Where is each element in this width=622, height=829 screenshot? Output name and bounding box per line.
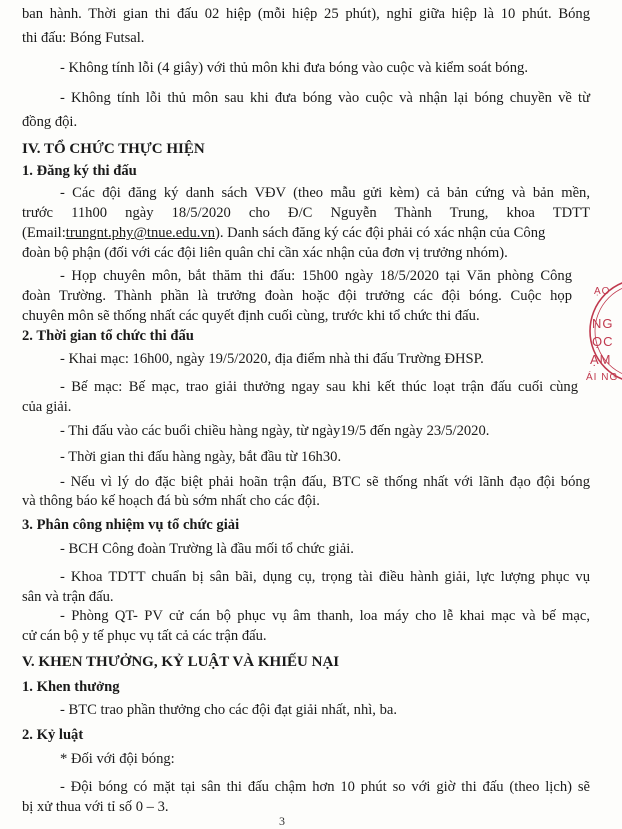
paragraph-line: ban hành. Thời gian thi đấu 02 hiệp (mỗi hiệp 25 phút), nghỉ giữa hiệp là 10 phút. Bóng [22, 6, 590, 22]
bullet-line: - Khai mạc: 16h00, ngày 19/5/2020, địa điểm nhà thi đấu Trường ĐHSP. [60, 351, 484, 367]
paragraph-line: đoàn bộ phận (đối với các đội liên quân chỉ cần xác nhận của đơn vị trưởng nhóm). [22, 245, 508, 261]
subheading-assignments: 3. Phân công nhiệm vụ tổ chức giải [22, 517, 240, 533]
stamp-text: ẠM [590, 352, 612, 367]
subheading-schedule: 2. Thời gian tổ chức thi đấu [22, 328, 194, 344]
stamp-text: ỌC [592, 334, 614, 349]
paragraph-line: thi đấu: Bóng Futsal. [22, 30, 145, 46]
bullet-line: - Thời gian thi đấu hàng ngày, bắt đầu từ 16h30. [60, 449, 342, 465]
paragraph-line: cử cán bộ y tế phục vụ tất cả các trận đấu. [22, 628, 267, 644]
paragraph-line: đoàn Trường. Thành phần là trưởng đoàn hoặc đội trưởng các đội bóng. Cuộc họp [22, 288, 572, 304]
stamp-text: ÁI NG [586, 372, 619, 383]
subheading-registration: 1. Đăng ký thi đấu [22, 163, 137, 179]
bullet-line: - Thi đấu vào các buổi chiều hàng ngày, từ ngày19/5 đến ngày 23/5/2020. [60, 423, 490, 439]
paragraph-line: chuyên môn sẽ thống nhất các quyết định cuối cùng, trước khi tổ chức thi đấu. [22, 308, 480, 324]
bullet-line: - Bế mạc: Bế mạc, trao giải thưởng ngay sau khi kết thúc loạt trận đấu cuối cùng [60, 379, 578, 395]
bullet-line: - Khoa TDTT chuẩn bị sân bãi, dụng cụ, trọng tài điều hành giải, lực lượng phục vụ [60, 569, 590, 585]
section-heading-iv: IV. TỔ CHỨC THỰC HIỆN [22, 141, 205, 157]
bullet-line: - Phòng QT- PV cử cán bộ phục vụ âm thanh, loa máy cho lễ khai mạc và bế mạc, [60, 608, 590, 624]
email-link[interactable]: trungnt.phy@tnue.edu.vn [65, 225, 216, 241]
subheading-rewards: 1. Khen thưởng [22, 679, 120, 695]
bullet-line: - Các đội đăng ký danh sách VĐV (theo mẫu gửi kèm) cả bản cứng và bản mền, [60, 185, 590, 201]
paragraph-line: và thông báo kế hoạch đá bù sớm nhất cho các đội. [22, 493, 320, 509]
bullet-line: - Họp chuyên môn, bắt thăm thi đấu: 15h00 ngày 18/5/2020 tại Văn phòng Công [60, 268, 572, 284]
bullet-line: - Nếu vì lý do đặc biệt phải hoãn trận đấu, BTC sẽ thống nhất với lãnh đạo đội bóng [60, 474, 590, 490]
email-suffix: ). Danh sách đăng ký các đội phải có xác nhận của Công [215, 225, 546, 241]
paragraph-line: đồng đội. [22, 114, 78, 130]
bullet-line: - BTC trao phần thưởng cho các đội đạt giải nhất, nhì, ba. [60, 702, 398, 718]
bullet-line: - Không tính lỗi thủ môn sau khi đưa bóng vào cuộc và nhận lại bóng chuyền về từ [60, 90, 590, 106]
email-prefix: (Email: [22, 225, 66, 241]
page-number: 3 [279, 814, 285, 828]
bullet-line: * Đối với đội bóng: [60, 751, 175, 767]
paragraph-line: bị xử thua với tỉ số 0 – 3. [22, 799, 169, 815]
bullet-line: - Không tính lỗi (4 giây) với thủ môn khi đưa bóng vào cuộc và kiểm soát bóng. [60, 60, 528, 76]
paragraph-line [22, 223, 545, 243]
bullet-line: - BCH Công đoàn Trường là đầu mối tổ chức giải. [60, 541, 354, 557]
stamp-text: ẠO [594, 286, 611, 297]
bullet-line: - Đội bóng có mặt tại sân thi đấu chậm hơn 10 phút so với giờ thi đấu (theo lịch) sẽ [60, 779, 590, 795]
stamp-text: NG [592, 316, 614, 331]
section-heading-v: V. KHEN THƯỞNG, KỶ LUẬT VÀ KHIẾU NẠI [22, 654, 340, 670]
paragraph-line: của giải. [22, 399, 72, 415]
paragraph-line: trước 11h00 ngày 18/5/2020 cho Đ/C Nguyễn Thành Trung, khoa TDTT [22, 205, 590, 221]
paragraph-line: sân và trận đấu. [22, 589, 114, 605]
subheading-discipline: 2. Kỷ luật [22, 727, 84, 743]
